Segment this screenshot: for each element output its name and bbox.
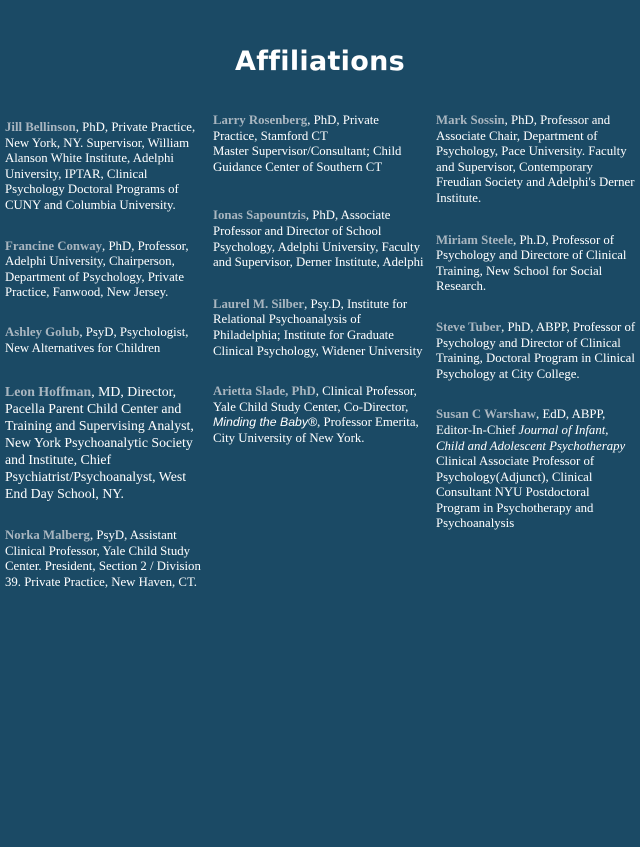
person-name: Jill Bellinson [5, 120, 76, 134]
person-name: Mark Sossin [436, 113, 505, 127]
person-name: Susan C Warshaw [436, 407, 537, 422]
person-name: Miriam Steele [436, 232, 514, 247]
affiliation-text: , EdD, ABPP, Editor-In-Chief [436, 407, 606, 437]
affiliations-column-2 [213, 113, 425, 447]
affiliation-text: , PhD, ABPP, Professor of Psychology and Director of Clinical Training, Doctoral Program in Clinical Psychology at City College. [436, 319, 636, 381]
affiliation-text: , PhD, Professor and Associate Chair, Department of Psychology, Pace University. Faculty and Supervisor, Contemporary Freudian Society and Adelphi's Derner Institute. [436, 113, 635, 205]
affiliation-entry-golub [5, 325, 202, 356]
affiliation-text: , PsyD, Psychologist, New Alternatives for Children [5, 324, 189, 355]
affiliation-entry-malberg [5, 528, 202, 590]
person-name: Laurel M. Silber [213, 296, 305, 311]
person-name: Leon Hoffman [5, 384, 92, 400]
affiliation-text: , MD, Director, Pacella Parent Child Center and Training and Supervising Analyst, New York Psychoanalytic Society and Institute, Chief Psychiatrist/Psychoanalyst, West End Day School, NY. [5, 384, 194, 502]
person-name: Steve Tuber [436, 319, 502, 334]
affiliations-column-3 [436, 113, 636, 532]
person-name: Francine Conway [5, 238, 103, 253]
affiliation-text: , Psy.D, Institute for Relational Psychoanalysis of Philadelphia; Institute for Graduate Clinical Psychology, Widener University [213, 296, 423, 358]
affiliation-entry-rosenberg [213, 113, 425, 175]
affiliation-program-italic: Minding the Baby® [213, 415, 318, 430]
affiliation-text: , PhD, Private Practice, Stamford CT [213, 113, 379, 143]
affiliation-entry-hoffman [5, 383, 202, 502]
person-name: Ashley Golub [5, 324, 80, 339]
affiliation-entry-warshaw [436, 407, 636, 532]
affiliation-text: , Ph.D, Professor of Psychology and Directore of Clinical Training, New School for Social Research. [436, 232, 627, 294]
affiliation-entry-bellinson [5, 120, 202, 214]
affiliation-text: , PhD, Private Practice, New York, NY. Supervisor, William Alanson White Institute, Adelphi University, IPTAR, Clinical Psychology Doctoral Programs of CUNY and Columbia University. [5, 120, 196, 212]
affiliation-text: , PhD, Professor, Adelphi University, Chairperson, Department of Psychology, Private Practice, Fanwood, New Jersey. [5, 238, 189, 300]
affiliation-entry-conway [5, 239, 202, 301]
affiliations-column-1 [5, 120, 202, 591]
person-name: Ionas Sapountzis [213, 208, 306, 223]
person-name: Norka Malberg [5, 528, 90, 543]
affiliation-text: , Clinical Professor, Yale Child Study Center, Co-Director, [213, 384, 417, 414]
affiliation-text: , PsyD, Assistant Clinical Professor, Yale Child Study Center. President, Section 2 / Division 39. Private Practice, New Haven, CT. [5, 528, 201, 589]
affiliation-entry-slade [213, 384, 425, 446]
affiliation-entry-silber [213, 297, 425, 359]
journal-title-italic: Journal of Infant, Child and Adolescent Psychotherapy [436, 422, 626, 453]
affiliation-text-2: Master Supervisor/Consultant; Child Guidance Center of Southern CT [213, 144, 402, 174]
affiliation-text-2: , Professor Emerita, City University of New York. [213, 415, 419, 445]
affiliation-text-2: Clinical Associate Professor of Psychology(Adjunct), Clinical Consultant NYU Postdoctoral Program in Psychotherapy and Psychoanalysis [436, 454, 595, 531]
affiliation-entry-steele [436, 233, 636, 295]
page-title: Affiliations [235, 46, 405, 77]
person-name: Larry Rosenberg [213, 113, 308, 127]
person-name: Arietta Slade, PhD [213, 384, 316, 399]
affiliation-text: , PhD, Associate Professor and Director of School Psychology, Adelphi University, Faculty and Supervisor, Derner Institute, Adelphi [213, 208, 424, 270]
affiliation-entry-sossin [436, 113, 636, 207]
affiliation-entry-tuber [436, 320, 636, 382]
affiliation-entry-sapountzis [213, 208, 425, 270]
